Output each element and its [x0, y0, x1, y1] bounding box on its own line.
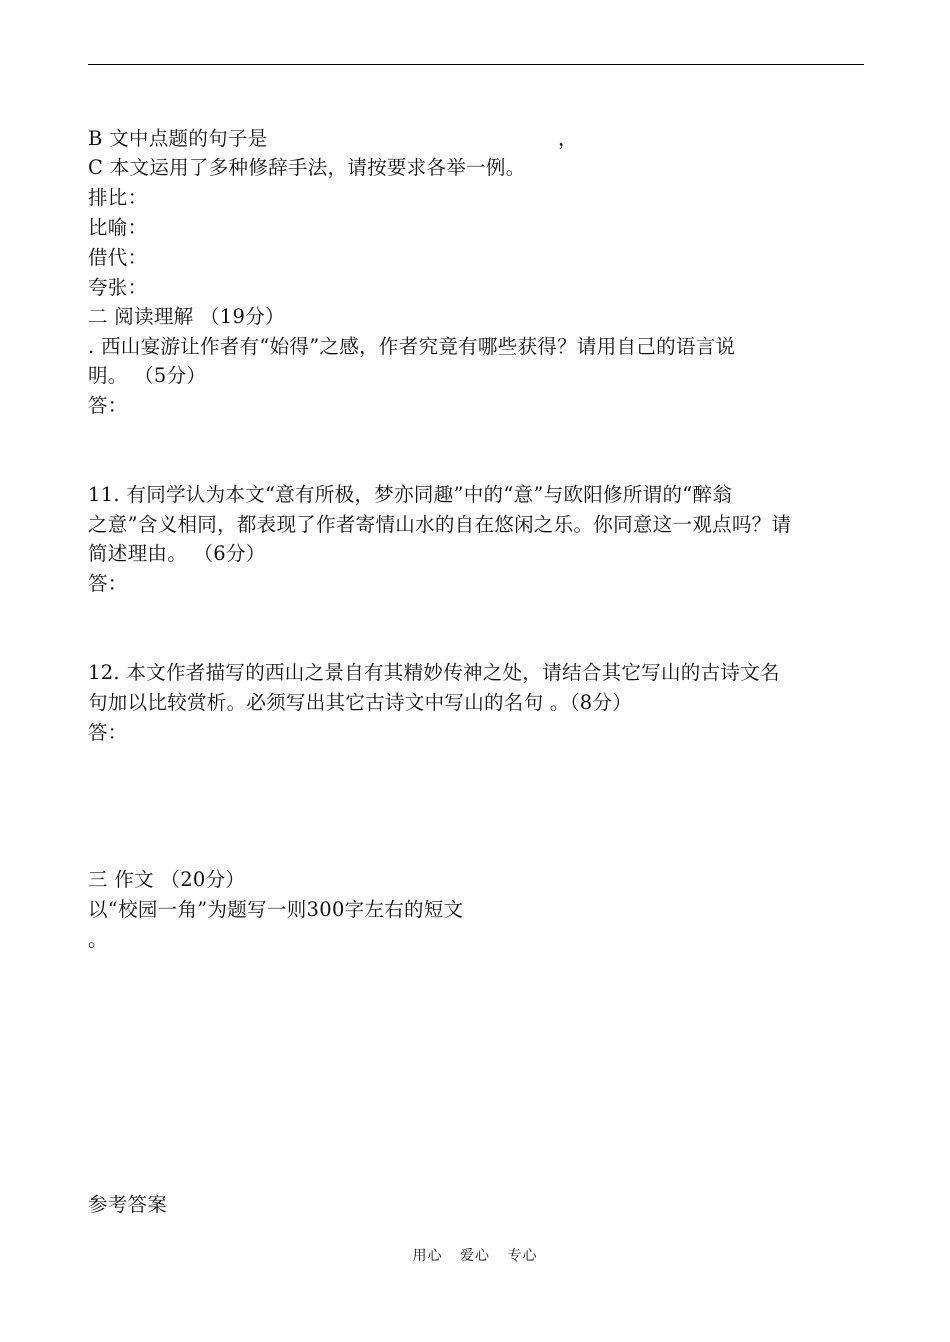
- reference-answer-heading: 参考答案: [88, 1193, 168, 1216]
- q11-line1: 11. 有同学认为本文“意有所极，梦亦同趣”中的“意”与欧阳修所谓的“醉翁: [88, 483, 733, 506]
- rhetoric-metaphor: 比喻：: [88, 216, 148, 239]
- q11-line2: 之意”含义相同，都表现了作者寄情山水的自在悠闲之乐。你同意这一观点吗？请: [88, 513, 792, 536]
- section3-prompt: 以“校园一角”为题写一则300字左右的短文: [88, 898, 464, 921]
- q10-line1: . 西山宴游让作者有“始得”之感，作者究竟有哪些获得？请用自己的语言说: [88, 335, 736, 358]
- section2-title: 二 阅读理解 （19分）: [88, 305, 285, 328]
- q12-line2: 句加以比较赏析。必须写出其它古诗文中写山的名句 。（8分）: [88, 691, 633, 714]
- rhetoric-metonymy: 借代：: [88, 246, 148, 269]
- question-b-comma: ，: [558, 127, 578, 150]
- q11-line3: 简述理由。 （6分）: [88, 542, 266, 565]
- page-footer: [0, 1246, 950, 1266]
- q11-answer: 答：: [88, 572, 128, 595]
- rhetoric-parallelism: 排比：: [88, 186, 148, 209]
- q12-answer: 答：: [88, 721, 128, 744]
- q10-answer: 答：: [88, 394, 128, 417]
- footer-word-2: 爱心: [460, 1248, 490, 1264]
- q10-line2: 明。 （5分）: [88, 364, 207, 387]
- q12-line1: 12. 本文作者描写的西山之景自有其精妙传神之处，请结合其它写山的古诗文名: [88, 661, 780, 684]
- header-rule: [88, 64, 864, 65]
- footer-word-1: 用心: [412, 1248, 443, 1264]
- section3-end-mark: 。: [88, 928, 108, 951]
- footer-word-3: 专心: [507, 1248, 538, 1264]
- question-b: B 文中点题的句子是: [88, 127, 268, 150]
- rhetoric-hyperbole: 夸张：: [88, 276, 148, 299]
- section3-title: 三 作文 （20分）: [88, 868, 246, 891]
- question-c: C 本文运用了多种修辞手法，请按要求各举一例。: [88, 156, 526, 179]
